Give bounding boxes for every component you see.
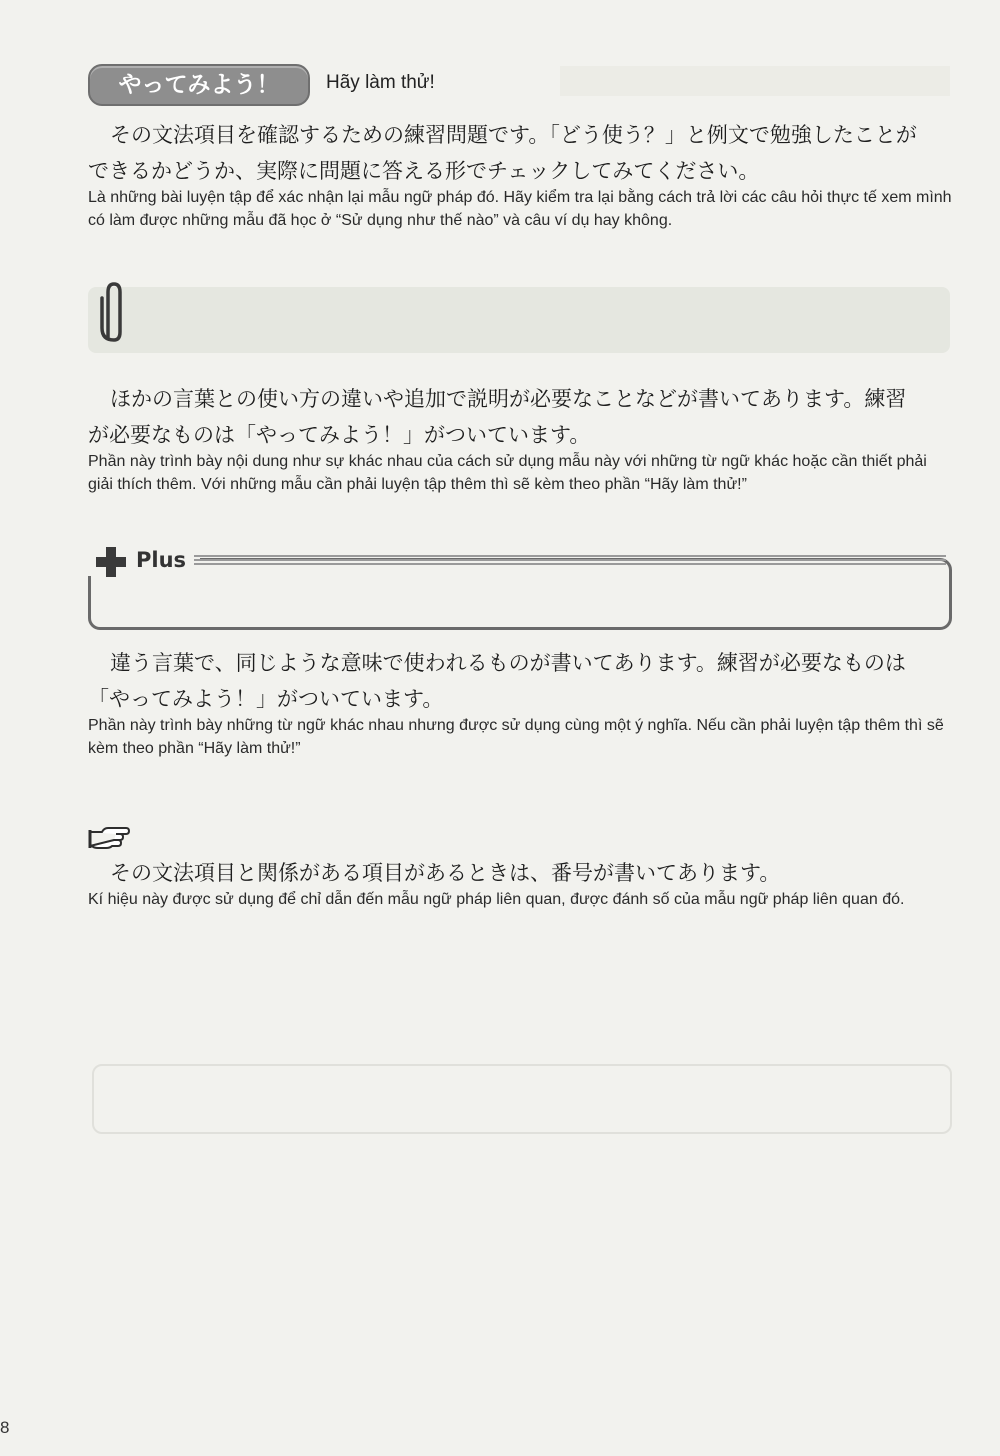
plus-panel <box>88 546 952 628</box>
yattemiyou-badge: やってみよう！ <box>88 64 310 106</box>
section1-vi-text: Là những bài luyện tập để xác nhận lại mẫu ngữ pháp đó. Hãy kiểm tra lại bằng cách trả lời các câu hỏi thực tế xem mình có làm được những mẫu đã học ở “Sử dụng như thế nào” và câu ví dụ hay không. <box>88 189 952 229</box>
section1-jp-line2: できるかどうか、実際に問題に答える形でチェックしてみてください。 <box>88 159 760 183</box>
section3-jp-line2: 「やってみよう！」がついています。 <box>88 687 444 711</box>
page-number: 8 <box>0 1418 10 1437</box>
bleed-through-box <box>92 1064 952 1134</box>
section3-vi-text: Phần này trình bày những từ ngữ khác nhau nhưng được sử dụng cùng một ý nghĩa. Nếu cần phải luyện tập thêm thì sẽ kèm theo phần “Hãy làm thử!” <box>88 717 944 757</box>
section2-vi-text: Phần này trình bày nội dung như sự khác nhau của cách sử dụng mẫu này với những từ ngữ khác hoặc cần thiết phải giải thích thêm. Với những mẫu cần phải luyện tập thêm thì sẽ kèm theo phần “Hãy làm thử!” <box>88 453 927 493</box>
plus-label: Plus <box>136 548 187 572</box>
section2-jp-line2: が必要なものは「やってみよう！」がついています。 <box>88 423 591 447</box>
section3-jp-line1: 違う言葉で、同じような意味で使われるものが書いてあります。練習が必要なものは <box>110 651 906 675</box>
badge-subtitle: Hãy làm thử! <box>326 72 435 93</box>
plus-icon <box>96 547 126 577</box>
pointing-hand-icon <box>88 824 130 850</box>
section1-jp-line1: その文法項目を確認するための練習問題です。「どう使う？」と例文で勉強したことが <box>110 123 917 147</box>
plus-stripe <box>194 555 946 567</box>
section4-vi-text: Kí hiệu này được sử dụng để chỉ dẫn đến mẫu ngữ pháp liên quan, được đánh số của mẫu ngữ pháp liên quan đó. <box>88 891 905 908</box>
paperclip-icon <box>94 280 134 344</box>
bleed-through-heading <box>560 66 950 96</box>
plus-frame <box>88 558 952 630</box>
section2-jp-line1: ほかの言葉との使い方の違いや追加で説明が必要なことなどが書いてあります。練習 <box>110 387 907 411</box>
section4-jp-line1: その文法項目と関係がある項目があるときは、番号が書いてあります。 <box>110 861 781 885</box>
section2-band <box>88 287 950 353</box>
